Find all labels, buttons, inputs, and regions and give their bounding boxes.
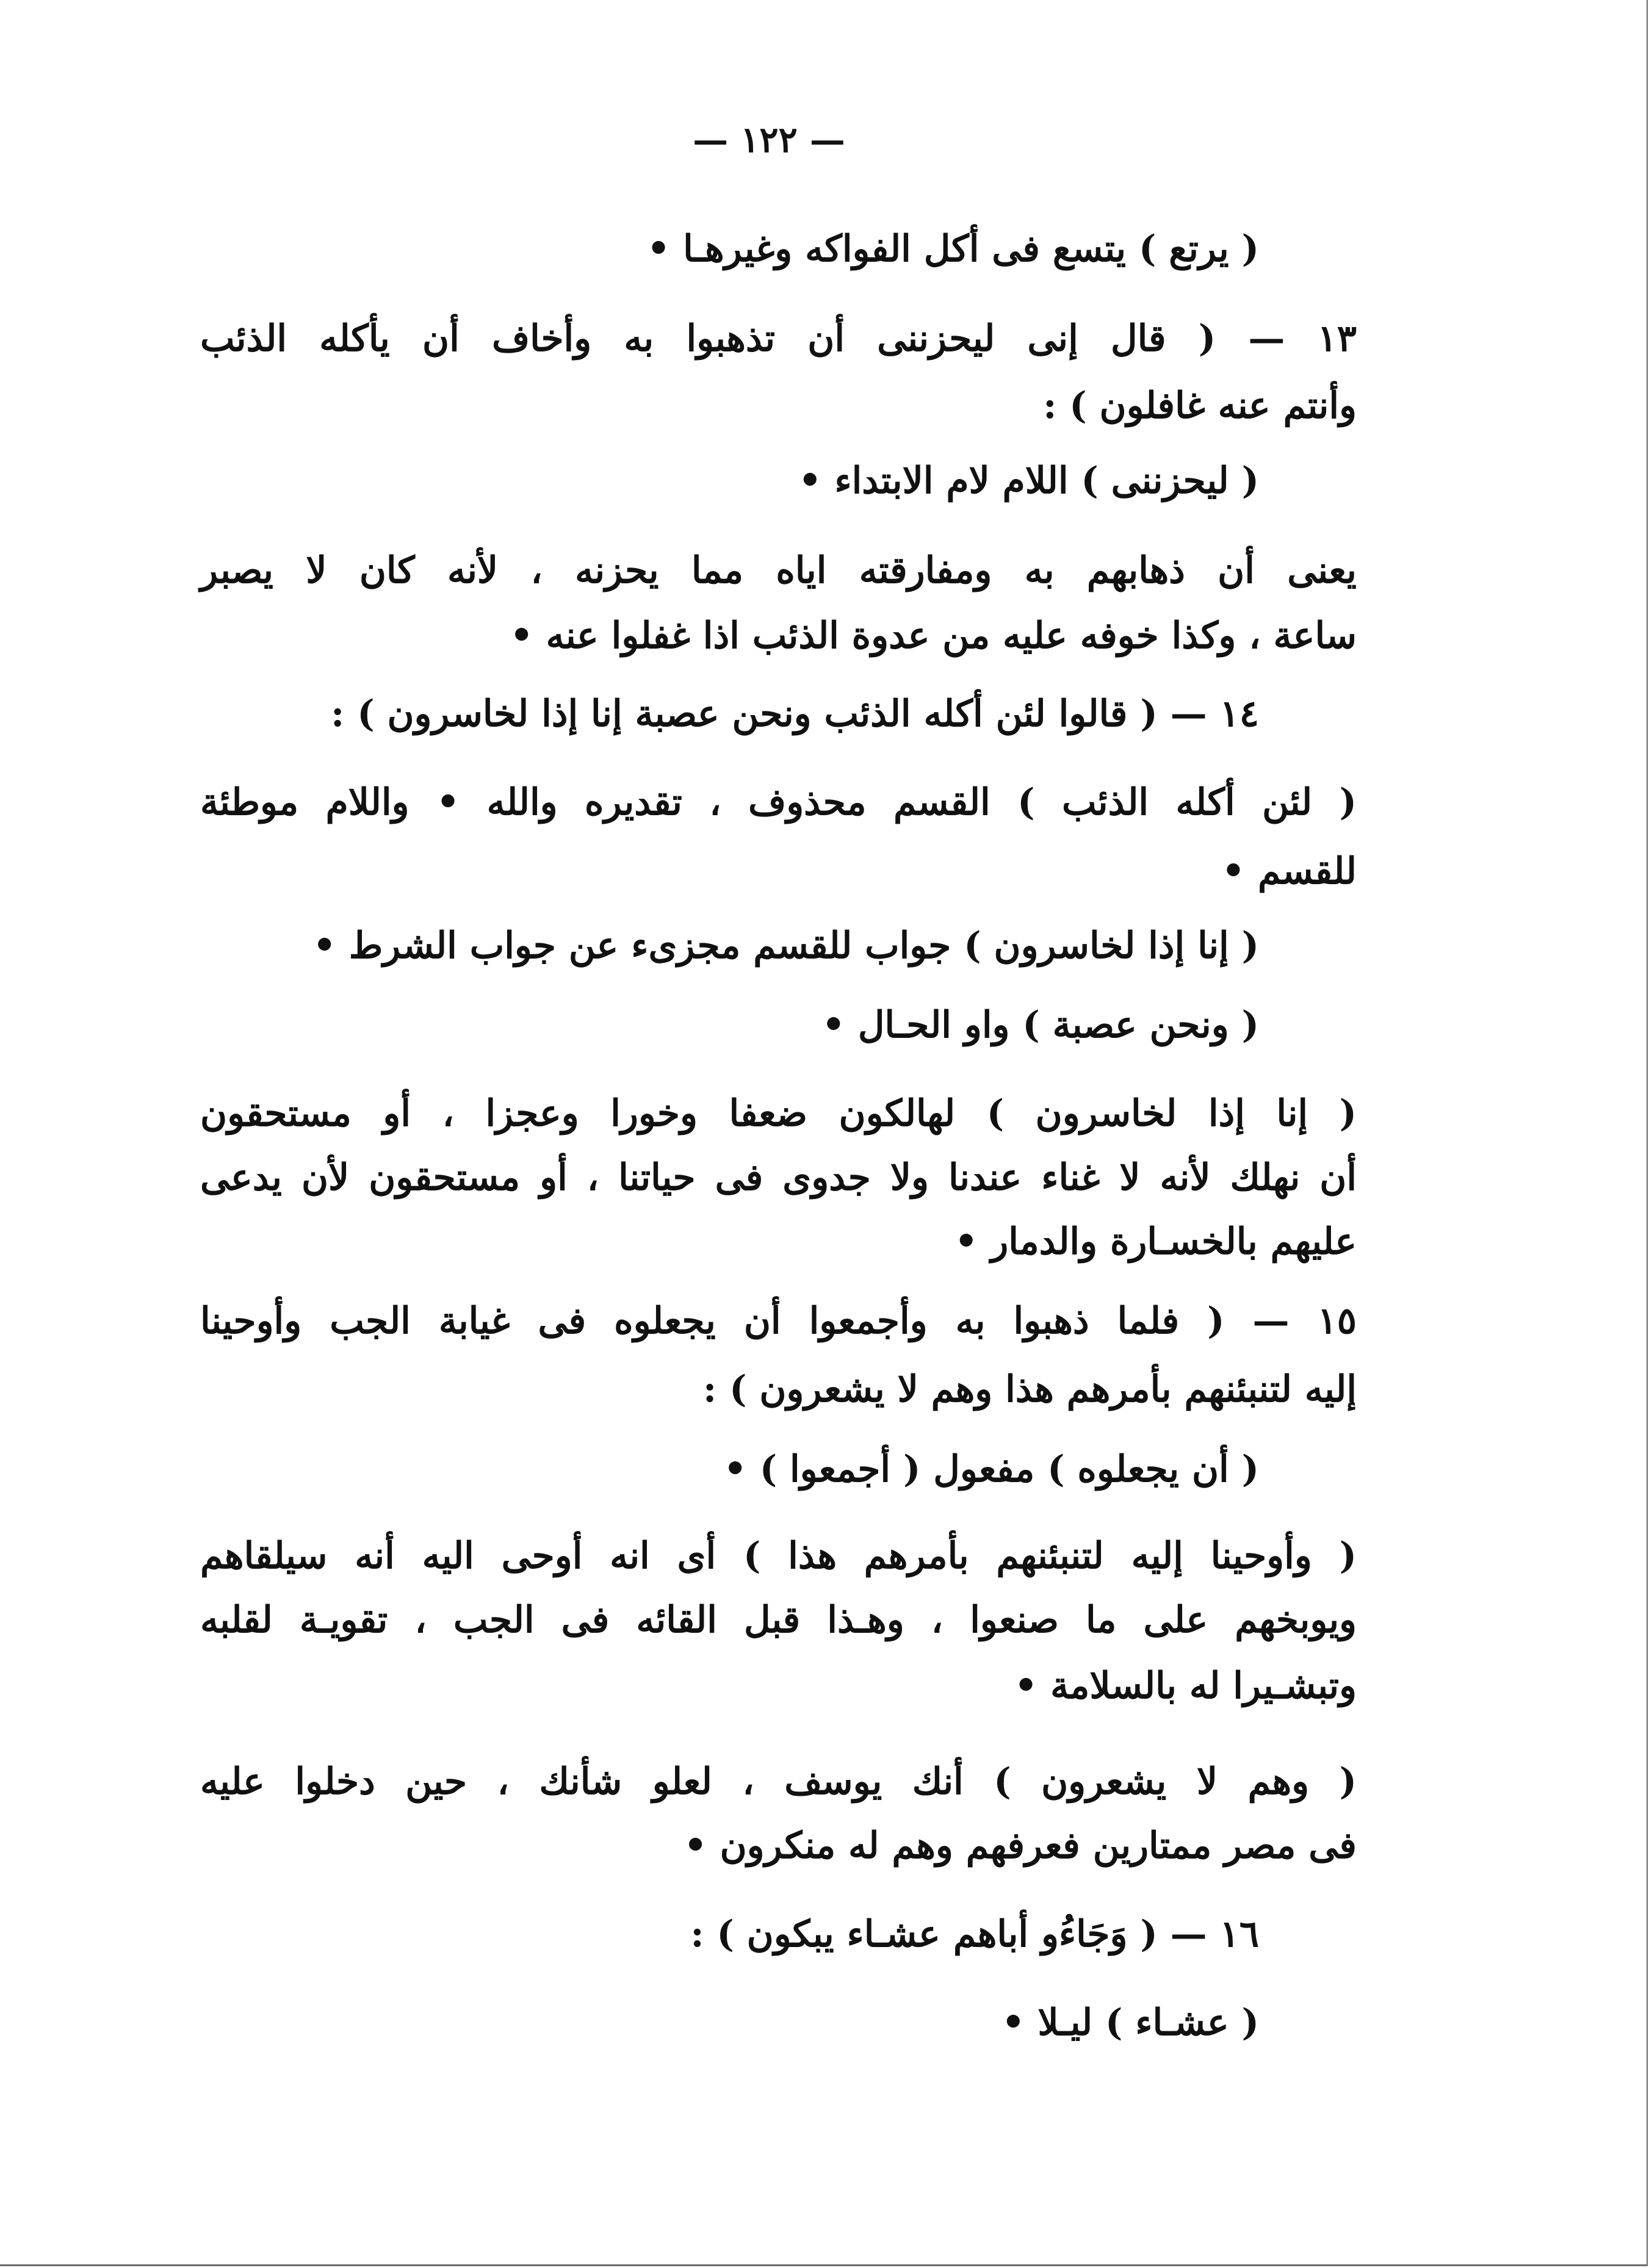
text-line: ١٣ — ( قال إنى ليحزننى أن تذهبوا به وأخاف أن يأكله الذئب	[200, 317, 1357, 360]
text-line: ( عشـاء ) ليـلا •	[1001, 2001, 1259, 2044]
text-line: ( يرتع ) يتسع فى أكل الفواكه وغيرهـا •	[646, 228, 1259, 270]
text-line: للقسم •	[1221, 850, 1357, 893]
text-line: ١٦ — ( وَجَاءُو أباهم عشـاء يبكون ) :	[690, 1913, 1259, 1956]
text-line: ( لئن أكله الذئب ) القسم محذوف ، تقديره والله • واللام موطئة	[200, 781, 1357, 824]
text-line: ( إنا إذا لخاسرون ) لهالكون ضعفا وخورا وعجزا ، أو مستحقون	[200, 1092, 1357, 1135]
text-line: ( وأوحينا إليه لتنبئنهم بأمرهم هذا ) أى انه أوحى اليه أنه سيلقاهم	[200, 1535, 1357, 1577]
text-line: ( ونحن عصبة ) واو الحـال •	[821, 1004, 1259, 1046]
text-line: ( ليحزننى ) اللام لام الابتداء •	[798, 459, 1259, 502]
text-line: إليه لتنبئنهم بأمرهم هذا وهم لا يشعرون ) :	[703, 1368, 1357, 1411]
text-line: ( أن يجعلوه ) مفعول ( أجمعوا ) •	[723, 1448, 1259, 1491]
page-number: — ١٢٢ —	[693, 119, 845, 160]
text-line: وأنتم عنه غافلون ) :	[1043, 384, 1357, 427]
text-line: ويوبخهم على ما صنعوا ، وهـذا قبل القائه فى الجب ، تقويـة لقلبه	[200, 1599, 1357, 1641]
text-line: أن نهلك لأنه لا غناء عندنا ولا جدوى فى حياتنا ، أو مستحقون لأن يدعى	[200, 1156, 1357, 1199]
text-line: ساعة ، وكذا خوفه عليه من عدوة الذئب اذا غفلوا عنه •	[510, 614, 1357, 657]
text-line: وتبشـيرا له بالسلامة •	[1014, 1665, 1357, 1707]
text-line: ( وهم لا يشعرون ) أنك يوسف ، لعلو شأنك ، حين دخلوا عليه	[200, 1760, 1357, 1803]
text-line: ١٥ — ( فلما ذهبوا به وأجمعوا أن يجعلوه فى غيابة الجب وأوحينا	[200, 1300, 1357, 1342]
text-line: فى مصر ممتارين فعرفهم وهم له منكرون •	[684, 1824, 1357, 1867]
text-line: ( إنا إذا لخاسرون ) جواب للقسم مجزىء عن جواب الشرط •	[312, 924, 1259, 967]
text-line: ١٤ — ( قالوا لئن أكله الذئب ونحن عصبة إنا إذا لخاسرون ) :	[331, 693, 1259, 735]
text-line: يعنى أن ذهابهم به ومفارقته اياه مما يحزنه ، لأنه كان لا يصبر	[200, 549, 1357, 592]
text-line: عليهم بالخسـارة والدمار •	[954, 1220, 1357, 1263]
